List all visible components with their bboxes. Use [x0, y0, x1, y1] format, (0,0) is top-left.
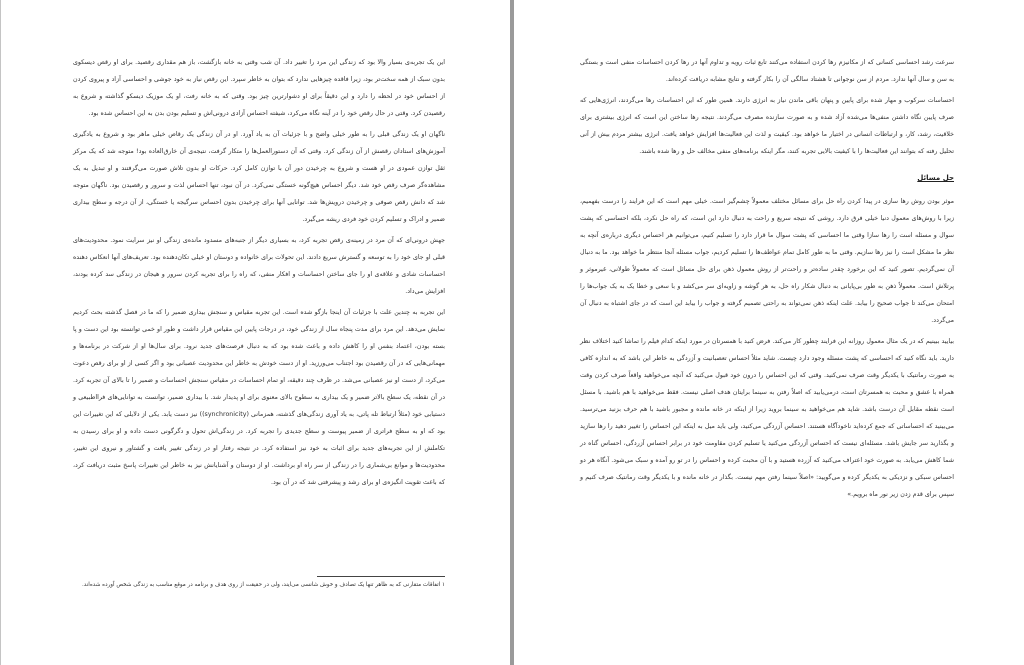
- section-heading: حل مسائل: [917, 174, 954, 182]
- paragraph: جهش درونی‌ای که آن مرد در زمینه‌ی رقص تجربه کرد، به بسیاری دیگر از جنبه‌های مسدود مانده‌ی زندگی او نیز سرایت نمود. محدودیت‌های قبلی او جای خود را به توسعه و گسترش سریع دادند. این تحولات برای خانواده و دوستان او خیلی تکان‌دهنده بود. تعریف‌های آنها انعکاس دهنده احساسات شادی و علاقه‌ی او را جای ساختن احساسات و افکار منفی، که راه را برای تجربه کردن سرور و هیجان در زندگی سد کرده بودند، افزایش می‌داد.: [73, 237, 445, 295]
- paragraph: احساسات سرکوب و مهار شده برای پایین و پنهان باقی ماندن نیاز به انرژی دارند. همین طور که این احساسات رها می‌گردند، انرژی‌هایی که صرف پایین نگاه داشتن منفی‌ها می‌شده آزاد شده و به صورت سازنده مصرف می‌گردند. نتیجه رها ساختن این است که انرژی بیشتری برای خلاقیت، رشد، کار، و ارتباطات انسانی در اختیار ما خواهد بود. کیفیت و لذت این فعالیت‌ها افزایش خواهد یافت. انرژی بیشتر مردم بیش از آنی تحلیل رفته که بتوانند این فعالیت‌ها را با کیفیت بالایی تجربه کنند، مگر اینکه برنامه‌های منفی مخالف حل و رها شده باشند.: [580, 97, 954, 155]
- paragraph: سرعت رشد احساسی کسانی که از مکانیزم رها کردن استفاده می‌کنند تابع ثبات رویه و تداوم آنها در رها کردن احساسات منفی است و بستگی به سن و سال آنها ندارد. مردم از سن نوجوانی تا هشتاد سالگی آن را بکار گرفته و نتایج مشابه دریافت کرده‌اند.: [580, 59, 954, 83]
- footnote: ۱ اتفاقات متقارنی که به ظاهر تنها یک تصادف و خوش شانسی می‌ایند، ولی در حقیقت از روی هدف و برنامه در موقع مناسب به زندگی شخص آورده شده‌اند.: [82, 582, 445, 588]
- document-page-right: [514, 0, 1024, 665]
- paragraph: بیایید ببینیم که در یک مثال معمول روزانه این فرایند چطور کار می‌کند. فرض کنید با همسرتان در مورد اینکه کدام فیلم را تماشا کنید اختلاف نظر دارید. باید نگاه کنید که احساسی که پشت مسئله وجود دارد چیست. شاید مثلاً احساس تعصبانیت و آزردگی به خاطر این باشد که به اندازه کافی به صورت رمانتیک با یکدیگر وقت صرف نمی‌کنید. وقتی که این احساس را درون خود قبول می‌کنید که آنچه می‌خواهید واقعاً صرف کردن وقت همراه با عشق و محبت به همسرتان است، درمی‌یابید که اصلاً رفتن به سینما برایتان هدف اصلی نیست. فقط می‌خواهید با هم باشید. با مسئل است نقطه مقابل آن درست باشد. شاید هم می‌خواهید به سینما بروید زیرا از اینکه در خانه مانده و مجبور باشید با هم حرف بزنید می‌ترسید. می‌بینید که احساساتی که جمع کرده‌اید ناخودآگاه هستند. احساس آزردگی می‌کنید، ولی باید میل به اینکه این احساس را تغییر دهید را رها سازید و بگذارید سر جایش باشد. مسئله‌ای نیست که احساس آزردگی می‌کنید یا تسلیم کردن مقاومت خود در برابر احساس آزردگی، احساس گناه در شما کاهش می‌یابد. به صورت خود اعتراف می‌کنید که آزرده هستید و با آن محبت کرده و احساس را در تو رو آمده و سبک می‌شود. آنگاه هر دو احساس سبکی و نزدیکی به یکدیگر کرده و می‌گویید: «اصلاً سینما رفتن مهم نیست. بگذار در خانه مانده و با یکدیگر وقت رمانتیک صرف کنیم و سپس برای قدم زدن زیر نور ماه برویم.»: [580, 338, 954, 498]
- document-page-left: [1, 0, 510, 665]
- paragraph: ناگهان او یک زندگی قبلی را به طور خیلی واضح و با جزئیات آن به یاد آورد. او در آن زندگی یک رقاص خیلی ماهر بود و شروع به یادگیری آموزش‌های استادان رقصش از آن زندگی کرد. وقتی که آن دستورالعمل‌ها را متکار گرفت، نتیجه‌ی آن خارق‌العاده بود! متوجه شد که یک مرکز ثقل توازن عمودی در او هست و شروع به چرخیدن دور آن با توازن کامل کرد. حرکات او بدون تلاش صورت می‌گرفتند و او تبدیل به یک مشاهده‌گر صرف رقص خود شد. دیگر احساس هیچ‌گونه خستگی نمی‌کرد. در آن نبود، تنها احساس لذت و سرور و رقصیدن بود. ناگهان متوجه شد که دانش رقص صوفی و چرخیدن درویش‌ها شد. توانایی آنها برای چرخیدن بدون احساس سرگیجه یا خستگی، از آن درجه و سطح بیداری ضمیر و ادراک و تسلیم کردن خود فردی ریشه می‌گیرد.: [73, 131, 445, 223]
- page-right-body: [580, 54, 954, 507]
- footnote-divider: [317, 576, 445, 577]
- page-left-body: [73, 54, 445, 495]
- paragraph: موثر بودن روش رها سازی در پیدا کردن راه حل برای مسائل مختلف معمولاً چشم‌گیر است. خیلی مهم است که این فرایند را درست بفهمیم، زیرا با روش‌های معمول دنیا خیلی فرق دارد. روشی که نتیجه سریع و راحت به دنبال دارد این است، که راه حل نکرد، بلکه احساسی که پشت سوال و مسئله است را رها سازا وقتی ما احساسی که پشت سوال ما قرار دارد را تسلیم کنیم، می‌توانیم هر احساس دیگری درباره‌ی آنچه به نظر ما مشکل است را نیز رها سازیم. وقتی ما به طور کامل تمام عواطف‌ها را تسلیم کردیم، جواب مسئله آنجا منتظر ما خواهد بود. ما به دنبال آن نمی‌گردیم. تصور کنید که این برخورد چقدر ساده‌تر و راحت‌تر از روش معمول ذهن برای حل مسائل است که معمولاً طولانی، غیرموثر و پرتلاش است. معمولاً ذهن به طور بی‌پایانی به دنبال شکار راه حل، به هر گوشه و زاویه‌ای سر می‌کشد و با سعی و خطا یک به یک جواب‌ها را امتحان می‌کند تا جواب صحیح را بیابد. علت اینکه ذهن نمی‌تواند به راحتی تصمیم گرفته و جواب را بیابد این است که در جای اشتباه به دنبال آن می‌گردد.: [580, 198, 954, 324]
- paragraph: این یک تجربه‌ی بسیار والا بود که زندگی این مرد را تغییر داد. آن شب وقتی به خانه بازگشت، باز هم مقداری رقصید. برای او رقص دیسکوی بدون سبک از همه سخت‌تر بود، زیرا فاقده چیزهایی ندارد که بتوان به خاطر سپرد. این رقص نیاز به خود جوشی و احساسی آزاد و پیروی کردن از احساس خود در لحظه را دارد و این دقیقاً برای او دشوارترین چیز بود. وقتی که به خانه رفت، او یک موزیک دیسکو گذاشته و شروع به رقصیدن کرد. وقتی در حال رقص خود را در آینه نگاه می‌کرد، شیفته احساس آزادی درونی‌اش و تسلیم بودن بدن به این احساس شده بود.: [73, 59, 445, 117]
- paragraph: این تجربه به چندین علت با جزئیات آن اینجا بازگو شده است. این تجربه مقیاس و سنجش بیداری ضمیر را که ما در فصل گذشته بحث کردیم نمایش می‌دهد. این مرد برای مدت پنجاه سال از زندگی خود، در درجات پایین این مقیاس قرار داشت و طور او خمی توانسته بود این دست و پا بسته بودن، اعتماد بنفس او را کاهش داده و باعث شده بود که به دنبال فرصت‌های جدید نرود. برای سال‌ها او از شرکت در برنامه‌ها و مهمانی‌هایی که در آن رقصیدن بود اجتناب می‌ورزید. او از دست خودش به خاطر این محدودیت عصبانی بود و اگر کسی از او برای رقص دعوت می‌کرد، از دست او نیز عصبانی می‌شد. در ظرف چند دقیقه، او تمام احساسات در مقیاس سنجش احساسات و ضمیر را تا بالای آن تجربه کرد. در آن نقطه، یک سطح بالاتر ضمیر و یک بیداری به سطوح بالای معنوی برای او پدیدار شد. با بیداری ضمیر، توانست به توانایی‌های فرااطبیعی و دستیابی خود (مثلاً ارتباط تله پاتی، به یاد آوری زندگی‌های گذشته، همزمانی (synchronicity)) نیز دست یابد. یکی از دلایلی که این تغییرات این بود که او به سطح فراتری از ضمیر پیوست و سطح جدیدی را تجربه کرد. در زندگی‌اش تحول و دگرگونی دست داده و او برای رسیدن به تکاملش از این تجربه‌های جدید برای اثبات به خود نیز استفاده کرد. در نتیجه رفتار او در زندگی تغییر یافت و گشتاور و نیروی این تغییر، محدودیت‌ها و موانع بی‌شماری را در زندگی از سر راه او برداشت. او از دوستان و آشنایانش نیز به خاطر این تغییرات پاسخ مثبت دریافت کرد، که باعث تقویت انگیزه‌ی او برای رشد و پیشرفتی شد که در آن بود.: [73, 309, 445, 486]
